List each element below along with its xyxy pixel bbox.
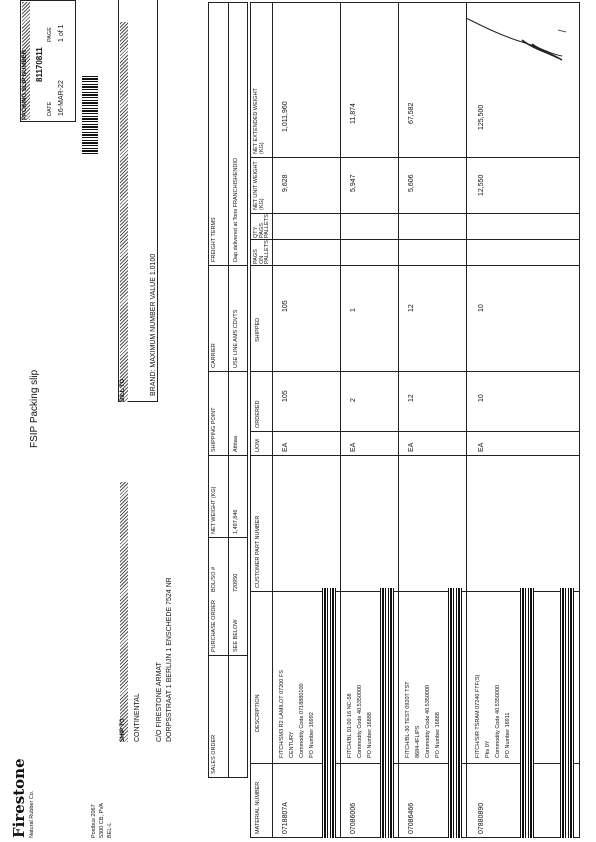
row-desc-line: PO Number 16992 [309,712,315,758]
row-ordered: 2 [350,398,357,402]
row-ordered: 105 [282,390,289,402]
row-shipped: 105 [282,300,289,312]
row-ordered: 12 [408,394,415,402]
row-desc-line: PO Number 16888 [435,712,441,758]
brand-line: BRAND: MAXIMUM NUMBER VALUE 1.0100 [150,253,157,396]
packing-slip-barcode [82,74,98,154]
ship-to-label: SHIP TO [120,482,128,742]
row-desc-line: FITCH/BL-30 TEST 0920T TST [405,681,411,758]
row-extended-weight: 67,582 [408,102,415,124]
page-value: 1 of 1 [58,24,65,42]
header-col-bol: BOL/SO # [211,566,217,592]
col-customer-part: CUSTOMER PART NUMBER [255,515,261,588]
packing-slip-number-label: PACKING SLIP NUMBER [22,2,30,120]
row-uom: EA [350,442,357,452]
row-ordered: 10 [478,394,485,402]
row-shipped: 12 [408,304,415,312]
row-barcode [322,588,336,838]
col-net-extended-weight: NET EXTENDED WEIGHT (KG) [253,88,265,154]
row-uom: EA [478,442,485,452]
row-barcode [560,588,574,838]
col-shipped: SHIPPED [255,317,261,342]
date-value: 16-MAR-22 [58,80,65,116]
row-desc-line: 8684-4FLIPS [415,725,421,758]
return-address-line: 5300 CB, PVA [99,802,105,838]
row-uom: EA [282,442,289,452]
row-unit-weight: 5,606 [408,174,415,192]
return-address-line: BEL-L [107,822,113,838]
row-barcode [448,588,462,838]
row-desc-line: PO Number 16888 [367,712,373,758]
header-val-net-weight: 1,497,846 [233,509,239,534]
row-material: 07086466 [408,802,415,834]
row-desc-line: Commodity Code 0718880100 [299,683,305,758]
packing-slip-number: 81170811 [35,47,44,82]
row-desc-line: FITCH/BL 01.00 16 NC-58 [347,693,353,758]
header-col-net-weight: NET WEIGHT (KG) [211,486,217,534]
col-net-unit-weight: NET UNIT WEIGHT (KG) [253,161,265,210]
row-barcode [520,588,534,838]
row-unit-weight: 5,947 [350,174,357,192]
row-desc-line: CENTURY [289,731,295,758]
col-uom: UOM [255,439,261,452]
col-pags-on-pallets: PAGS ON PALLETS [253,240,270,264]
header-col-sales-order: SALES ORDER [211,734,217,774]
logo-subtitle: Natural Rubber Co. [29,790,35,838]
row-desc-line: FITCH/SIR TSRAM 07240 FTF(S) [475,674,481,758]
row-desc-line: Commodity Code 40.5350000 [425,684,431,758]
row-material: 0718807A [282,802,289,834]
header-col-purchase-order: PURCHASE ORDER [211,600,217,652]
row-unit-weight: 9,628 [282,174,289,192]
ship-to-line: C/O FIRESTONE ARMAT [156,662,163,742]
row-desc-line: PO Number 16911 [505,712,511,758]
col-material-number: MATERIAL NUMBER [255,781,261,834]
page-label: PAGE [47,27,53,42]
header-col-freight-terms: FREIGHT TERMS [211,217,217,262]
row-uom: EA [408,442,415,452]
return-address-line: Postbus 2067 [91,804,97,838]
header-val-freight-terms: Dap delivered at Tons FRANCHISHENDIO [233,157,239,262]
header-col-shipping-point: SHIPPING POINT [211,407,217,452]
col-ordered: ORDERED [255,400,261,428]
row-desc-line: FITCH/SM3 R2 LAMILOT 07200 FS [279,670,285,758]
row-extended-weight: 1,011,960 [282,101,289,132]
header-val-carrier: USE LINE AMS CDVTS [233,309,239,368]
row-unit-weight: 12,550 [478,174,485,196]
row-extended-weight: 125,500 [478,104,485,130]
row-barcode [380,588,394,838]
page-title: FSIP Packing slip [29,369,40,448]
row-material: 07880890 [478,802,485,834]
header-val-bol: 720950 [233,573,239,592]
row-extended-weight: 11,874 [350,103,357,124]
header-val-purchase-order: SEE BELOW [233,619,239,652]
firestone-logo: Firestone [10,758,28,838]
col-description: DESCRIPTION [255,694,261,732]
ship-to-line: DORPSSTRAAT 1 BERLIJN 1 ENSCHEDE 7524 NR [166,577,173,742]
row-desc-line: Commodity Code 40.5350000 [495,684,501,758]
row-material: 07086006 [350,802,357,834]
row-shipped: 1 [350,308,357,312]
date-label: DATE [47,101,53,116]
row-desc-line: Pks 0Y [485,740,491,758]
row-shipped: 10 [478,304,485,312]
header-col-carrier: CARRIER [211,343,217,368]
ship-to-line: CONTINENTAL [134,693,141,742]
header-val-shipping-point: Athtaa [233,436,239,452]
col-qty-pags-pallets: QTY PAGS PALLETS [253,214,270,238]
row-desc-line: Commodity Code 40.5350000 [357,684,363,758]
bill-to-label: BILL TO [120,22,128,402]
